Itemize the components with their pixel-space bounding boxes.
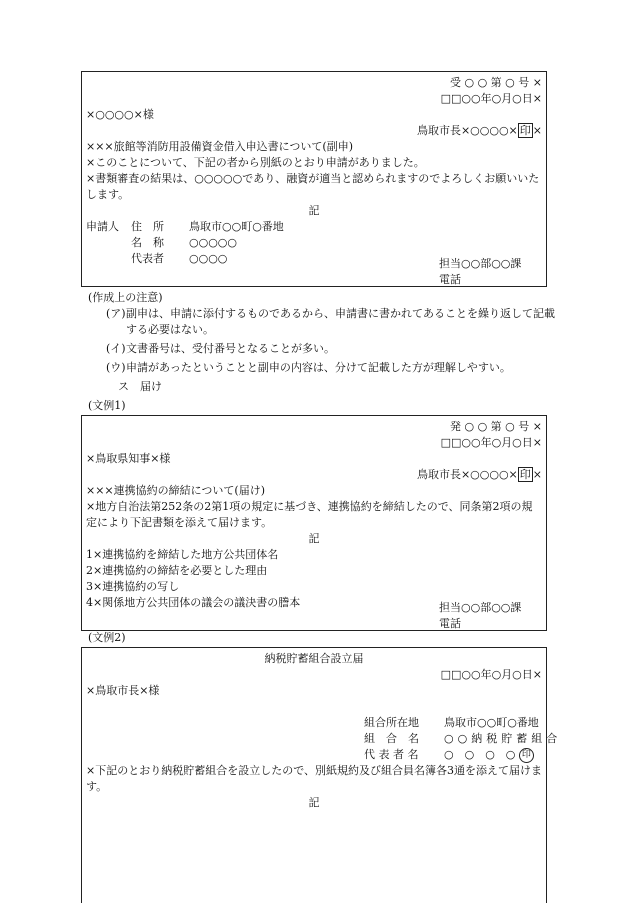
body-paragraph: ×下記のとおり納税貯蓄組合を設立したので、別紙規約及び組合員名簿各3通を添えて届けます。 (86, 764, 542, 793)
document-number: 受 ○ ○ 第 ○ 号 × (450, 76, 542, 89)
note-item (88, 341, 558, 357)
note-text: 副申は、申請に添付するものであるから、申請書に書かれてあることを繰り返して記載する必要はない。 (126, 307, 555, 336)
kumiai-example-box (81, 647, 562, 903)
list-item: 1×連携協約を締結した地方公共団体名 (86, 548, 279, 561)
org-field-label: 代 表 者 名 (364, 748, 419, 761)
notes-section (88, 290, 558, 395)
example-2-caption: (文例2) (88, 631, 126, 644)
organization-table (364, 715, 562, 763)
org-field-value: ○ ○ ○ ○ (444, 748, 516, 761)
document-date: □□○○年○月○日× (440, 668, 542, 681)
list-item: 2×連携協約の締結を必要とした理由 (86, 564, 268, 577)
applicant-field-label: 名 称 (131, 236, 164, 249)
body-paragraph: ×地方自治法第252条の2第1項の規定に基づき、連携協約を締結したので、同条第2項の規定により下記書類を添えて届けます。 (86, 500, 533, 529)
example-1-caption: (文例1) (88, 399, 126, 412)
org-representative-line (444, 747, 561, 763)
sender-line (86, 123, 542, 139)
ki-heading: 記 (308, 204, 320, 217)
notes-title: (作成上の注意) (88, 291, 163, 304)
applicant-label: 申請人 (86, 220, 119, 233)
seal-stamp: 印 (519, 124, 531, 137)
fukushin-example-box (81, 71, 547, 287)
form-title: 納税貯蓄組合設立届 (264, 652, 364, 665)
addressee: ×鳥取市長×様 (86, 684, 160, 697)
section-heading: ス 届け (118, 380, 162, 393)
addressee: ×○○○○×様 (86, 108, 154, 121)
contact-phone: 電話 (439, 273, 461, 286)
seal-stamp: 印 (519, 748, 534, 763)
note-item (88, 306, 558, 338)
document-date: □□○○年○月○日× (440, 92, 542, 105)
applicant-field-label: 代表者 (131, 252, 164, 265)
list-item: 3×連携協約の写し (86, 580, 180, 593)
seal-stamp: 印 (519, 468, 531, 481)
note-text: 申請があったということと副申の内容は、分けて記載した方が理解しやすい。 (126, 361, 511, 374)
note-label: (ア) (106, 307, 126, 320)
sender-line (86, 467, 542, 483)
org-field-label: 組 合 名 (364, 732, 419, 745)
subject: ×××旅館等消防用設備資金借入申込書について(副申) (86, 140, 354, 153)
contact-phone: 電話 (439, 617, 461, 630)
org-field-value: 鳥取市○○町○番地 (444, 716, 539, 729)
applicant-field-value: ○○○○○ (189, 236, 237, 249)
addressee: ×鳥取県知事×様 (86, 452, 171, 465)
body-paragraph-1: ×このことについて、下記の者から別紙のとおり申請がありました。 (86, 156, 425, 169)
applicant-field-value: ○○○○ (189, 252, 228, 265)
note-text: 文書番号は、受付番号となることが多い。 (126, 342, 335, 355)
ki-heading: 記 (308, 532, 320, 545)
list-item: 4×関係地方公共団体の議会の議決書の謄本 (86, 596, 301, 609)
note-label: (ウ) (106, 361, 126, 374)
contact-department: 担当○○部○○課 (439, 257, 522, 270)
body-paragraph-2: ×書類審査の結果は、○○○○○であり、融資が適当と認められますのでよろしくお願いいたします。 (86, 172, 540, 201)
note-item (88, 360, 558, 376)
sender-trailing-mark: × (532, 468, 542, 481)
applicant-field-label: 住 所 (131, 220, 164, 233)
document-number: 発 ○ ○ 第 ○ 号 × (450, 420, 542, 433)
org-field-value: ○○納税貯蓄組合 (444, 732, 562, 745)
applicant-field-value: 鳥取市○○町○番地 (189, 220, 284, 233)
contact-department: 担当○○部○○課 (439, 601, 522, 614)
subject: ×××連携協約の締結について(届け) (86, 484, 266, 497)
sender: 鳥取市長×○○○○× (416, 124, 518, 137)
ki-heading: 記 (308, 796, 320, 809)
todoke-example-box (81, 415, 547, 631)
org-field-label: 組合所在地 (364, 716, 419, 729)
note-label: (イ) (106, 342, 126, 355)
sender-trailing-mark: × (532, 124, 542, 137)
sender: 鳥取市長×○○○○× (416, 468, 518, 481)
document-date: □□○○年○月○日× (440, 436, 542, 449)
